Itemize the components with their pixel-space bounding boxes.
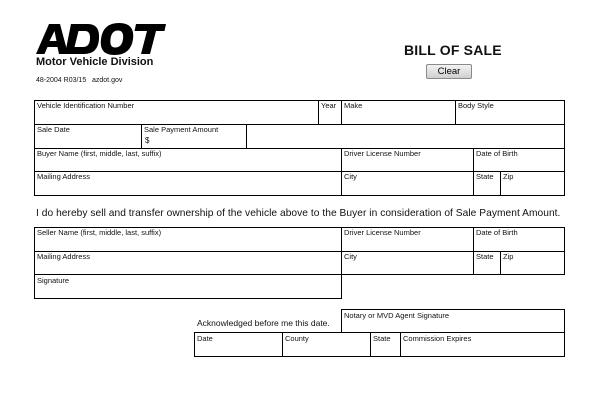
notary-county-field[interactable]: County (285, 334, 309, 343)
acknowledgment-text: Acknowledged before me this date. (197, 318, 330, 328)
body-style-field[interactable]: Body Style (458, 101, 494, 110)
seller-address-field[interactable]: Mailing Address (37, 252, 90, 261)
adot-logo-letters (36, 23, 166, 55)
make-field[interactable]: Make (344, 101, 363, 110)
buyer-license-field[interactable]: Driver License Number (344, 149, 421, 158)
seller-signature-field[interactable]: Signature (37, 276, 70, 285)
year-field[interactable]: Year (321, 101, 337, 110)
sale-amount-field[interactable]: Sale Payment Amount (144, 125, 219, 134)
buyer-dob-field[interactable]: Date of Birth (476, 149, 518, 158)
page-title: BILL OF SALE (404, 42, 502, 58)
buyer-name-field[interactable]: Buyer Name (first, middle, last, suffix) (37, 149, 162, 158)
buyer-state-field[interactable]: State (476, 172, 494, 181)
website: azdot.gov (92, 77, 123, 84)
division-name: Motor Vehicle Division (36, 56, 154, 68)
vin-field[interactable]: Vehicle Identification Number (37, 101, 135, 110)
logo-text: ADOT (36, 22, 39, 23)
notary-state-field[interactable]: State (373, 334, 391, 343)
clear-button[interactable]: Clear (426, 64, 472, 79)
notary-signature-field[interactable]: Notary or MVD Agent Signature (344, 311, 450, 320)
transfer-statement: I do hereby sell and transfer ownership of the vehicle above to the Buyer in consideration of Sale Payment Amount. (36, 208, 561, 219)
seller-state-field[interactable]: State (476, 252, 494, 261)
buyer-city-field[interactable]: City (344, 172, 357, 181)
notary-date-field[interactable]: Date (197, 334, 213, 343)
seller-signature-box (34, 274, 342, 299)
buyer-address-field[interactable]: Mailing Address (37, 172, 90, 181)
sale-date-field[interactable]: Sale Date (37, 125, 70, 134)
seller-dob-field[interactable]: Date of Birth (476, 228, 518, 237)
adot-logo (36, 22, 166, 56)
buyer-zip-field[interactable]: Zip (503, 172, 514, 181)
currency-symbol: $ (145, 136, 150, 145)
seller-city-field[interactable]: City (344, 252, 357, 261)
seller-name-field[interactable]: Seller Name (first, middle, last, suffix) (37, 228, 162, 237)
form-number: 48-2004 R03/15 (36, 77, 87, 84)
seller-license-field[interactable]: Driver License Number (344, 228, 421, 237)
seller-zip-field[interactable]: Zip (503, 252, 514, 261)
commission-expires-field[interactable]: Commission Expires (403, 334, 472, 343)
